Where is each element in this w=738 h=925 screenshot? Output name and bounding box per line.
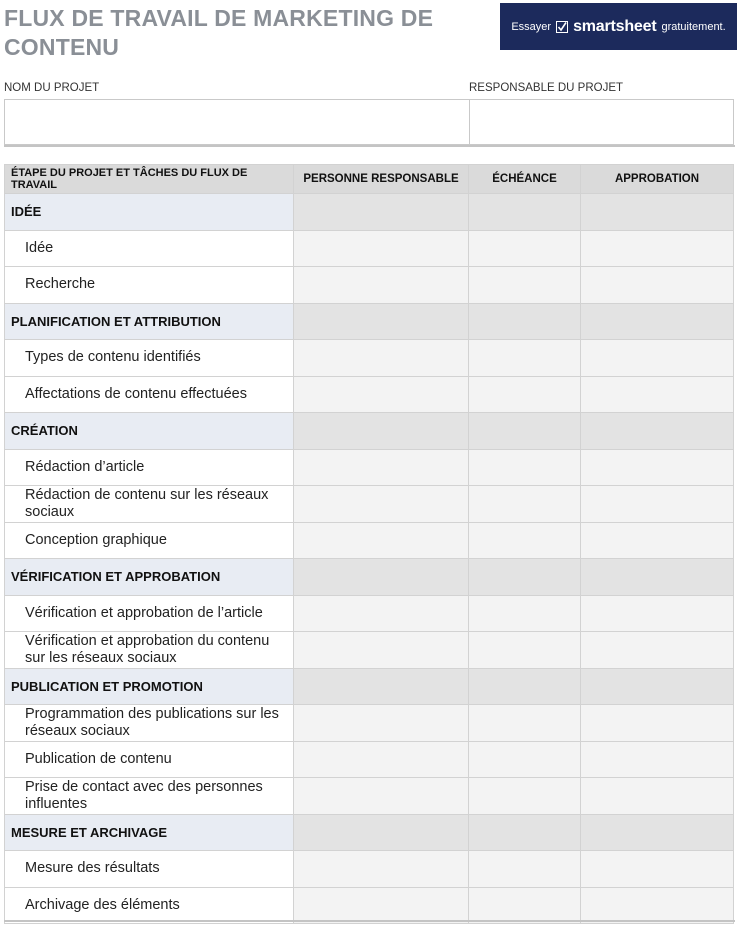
approval-cell[interactable] xyxy=(581,814,734,851)
approval-cell[interactable] xyxy=(581,851,734,888)
person-cell[interactable] xyxy=(294,778,469,815)
person-cell[interactable] xyxy=(294,814,469,851)
approval-cell[interactable] xyxy=(581,559,734,596)
person-cell[interactable] xyxy=(294,705,469,742)
person-cell[interactable] xyxy=(294,632,469,669)
person-cell[interactable] xyxy=(294,559,469,596)
task-row xyxy=(5,449,734,486)
deadline-cell[interactable] xyxy=(469,559,581,596)
task-row xyxy=(5,522,734,559)
deadline-cell[interactable] xyxy=(469,632,581,669)
stage-label: PLANIFICATION ET ATTRIBUTION xyxy=(5,303,294,340)
deadline-cell[interactable] xyxy=(469,741,581,778)
deadline-cell[interactable] xyxy=(469,340,581,377)
task-label: Prise de contact avec des personnes influentes xyxy=(5,778,294,815)
approval-cell[interactable] xyxy=(581,632,734,669)
stage-label: IDÉE xyxy=(5,194,294,231)
task-label: Affectations de contenu effectuées xyxy=(5,376,294,413)
column-header-approval: APPROBATION xyxy=(581,165,734,194)
approval-cell[interactable] xyxy=(581,595,734,632)
person-cell[interactable] xyxy=(294,595,469,632)
banner-suffix: gratuitement. xyxy=(661,20,726,33)
project-name-field[interactable] xyxy=(4,99,470,145)
column-header-stage: ÉTAPE DU PROJET ET TÂCHES DU FLUX DE TRAVAIL xyxy=(5,165,294,194)
person-cell[interactable] xyxy=(294,340,469,377)
person-cell[interactable] xyxy=(294,887,469,924)
person-cell[interactable] xyxy=(294,413,469,450)
approval-cell[interactable] xyxy=(581,194,734,231)
task-label: Vérification et approbation du contenu sur les réseaux sociaux xyxy=(5,632,294,669)
approval-cell[interactable] xyxy=(581,668,734,705)
approval-cell[interactable] xyxy=(581,303,734,340)
check-logo-icon xyxy=(556,21,568,33)
task-row xyxy=(5,632,734,669)
person-cell[interactable] xyxy=(294,267,469,304)
approval-cell[interactable] xyxy=(581,887,734,924)
stage-label: CRÉATION xyxy=(5,413,294,450)
stage-label: MESURE ET ARCHIVAGE xyxy=(5,814,294,851)
stage-label: VÉRIFICATION ET APPROBATION xyxy=(5,559,294,596)
deadline-cell[interactable] xyxy=(469,595,581,632)
task-row xyxy=(5,741,734,778)
task-row xyxy=(5,267,734,304)
task-label: Rédaction de contenu sur les réseaux sociaux xyxy=(5,486,294,523)
deadline-cell[interactable] xyxy=(469,194,581,231)
divider xyxy=(4,145,735,147)
person-cell[interactable] xyxy=(294,522,469,559)
task-row xyxy=(5,778,734,815)
stage-row xyxy=(5,814,734,851)
task-row xyxy=(5,376,734,413)
approval-cell[interactable] xyxy=(581,230,734,267)
task-label: Vérification et approbation de l’article xyxy=(5,595,294,632)
task-label: Programmation des publications sur les réseaux sociaux xyxy=(5,705,294,742)
approval-cell[interactable] xyxy=(581,449,734,486)
smartsheet-trial-banner[interactable] xyxy=(500,3,737,50)
person-cell[interactable] xyxy=(294,449,469,486)
task-row xyxy=(5,705,734,742)
approval-cell[interactable] xyxy=(581,741,734,778)
approval-cell[interactable] xyxy=(581,376,734,413)
task-label: Types de contenu identifiés xyxy=(5,340,294,377)
approval-cell[interactable] xyxy=(581,486,734,523)
workflow-table xyxy=(4,164,734,924)
task-row xyxy=(5,340,734,377)
person-cell[interactable] xyxy=(294,741,469,778)
deadline-cell[interactable] xyxy=(469,230,581,267)
task-row xyxy=(5,230,734,267)
page-title: FLUX DE TRAVAIL DE MARKETING DE CONTENU xyxy=(4,5,434,60)
person-cell[interactable] xyxy=(294,486,469,523)
task-label: Recherche xyxy=(5,267,294,304)
person-cell[interactable] xyxy=(294,851,469,888)
task-row xyxy=(5,595,734,632)
task-label: Conception graphique xyxy=(5,522,294,559)
deadline-cell[interactable] xyxy=(469,376,581,413)
task-label: Publication de contenu xyxy=(5,741,294,778)
deadline-cell[interactable] xyxy=(469,486,581,523)
person-cell[interactable] xyxy=(294,376,469,413)
approval-cell[interactable] xyxy=(581,778,734,815)
task-label: Rédaction d’article xyxy=(5,449,294,486)
deadline-cell[interactable] xyxy=(469,449,581,486)
task-row xyxy=(5,486,734,523)
approval-cell[interactable] xyxy=(581,522,734,559)
deadline-cell[interactable] xyxy=(469,814,581,851)
project-name-label: NOM DU PROJET xyxy=(4,82,100,94)
person-cell[interactable] xyxy=(294,230,469,267)
stage-row xyxy=(5,413,734,450)
stage-row xyxy=(5,194,734,231)
task-row xyxy=(5,851,734,888)
project-owner-label: RESPONSABLE DU PROJET xyxy=(469,82,624,94)
person-cell[interactable] xyxy=(294,194,469,231)
approval-cell[interactable] xyxy=(581,705,734,742)
stage-row xyxy=(5,668,734,705)
deadline-cell[interactable] xyxy=(469,887,581,924)
banner-brand: smartsheet xyxy=(573,17,657,35)
task-label: Archivage des éléments xyxy=(5,887,294,924)
deadline-cell[interactable] xyxy=(469,522,581,559)
task-row xyxy=(5,887,734,924)
deadline-cell[interactable] xyxy=(469,668,581,705)
task-label: Idée xyxy=(5,230,294,267)
approval-cell[interactable] xyxy=(581,413,734,450)
table-header-row xyxy=(5,165,734,194)
project-owner-field[interactable] xyxy=(469,99,734,145)
deadline-cell[interactable] xyxy=(469,303,581,340)
deadline-cell[interactable] xyxy=(469,778,581,815)
bottom-divider xyxy=(4,920,735,922)
deadline-cell[interactable] xyxy=(469,705,581,742)
person-cell[interactable] xyxy=(294,668,469,705)
person-cell[interactable] xyxy=(294,303,469,340)
deadline-cell[interactable] xyxy=(469,413,581,450)
column-header-person: PERSONNE RESPONSABLE xyxy=(294,165,469,194)
banner-prefix: Essayer xyxy=(511,20,552,33)
deadline-cell[interactable] xyxy=(469,267,581,304)
column-header-deadline: ÉCHÉANCE xyxy=(469,165,581,194)
deadline-cell[interactable] xyxy=(469,851,581,888)
task-label: Mesure des résultats xyxy=(5,851,294,888)
stage-row xyxy=(5,559,734,596)
approval-cell[interactable] xyxy=(581,267,734,304)
stage-row xyxy=(5,303,734,340)
stage-label: PUBLICATION ET PROMOTION xyxy=(5,668,294,705)
approval-cell[interactable] xyxy=(581,340,734,377)
